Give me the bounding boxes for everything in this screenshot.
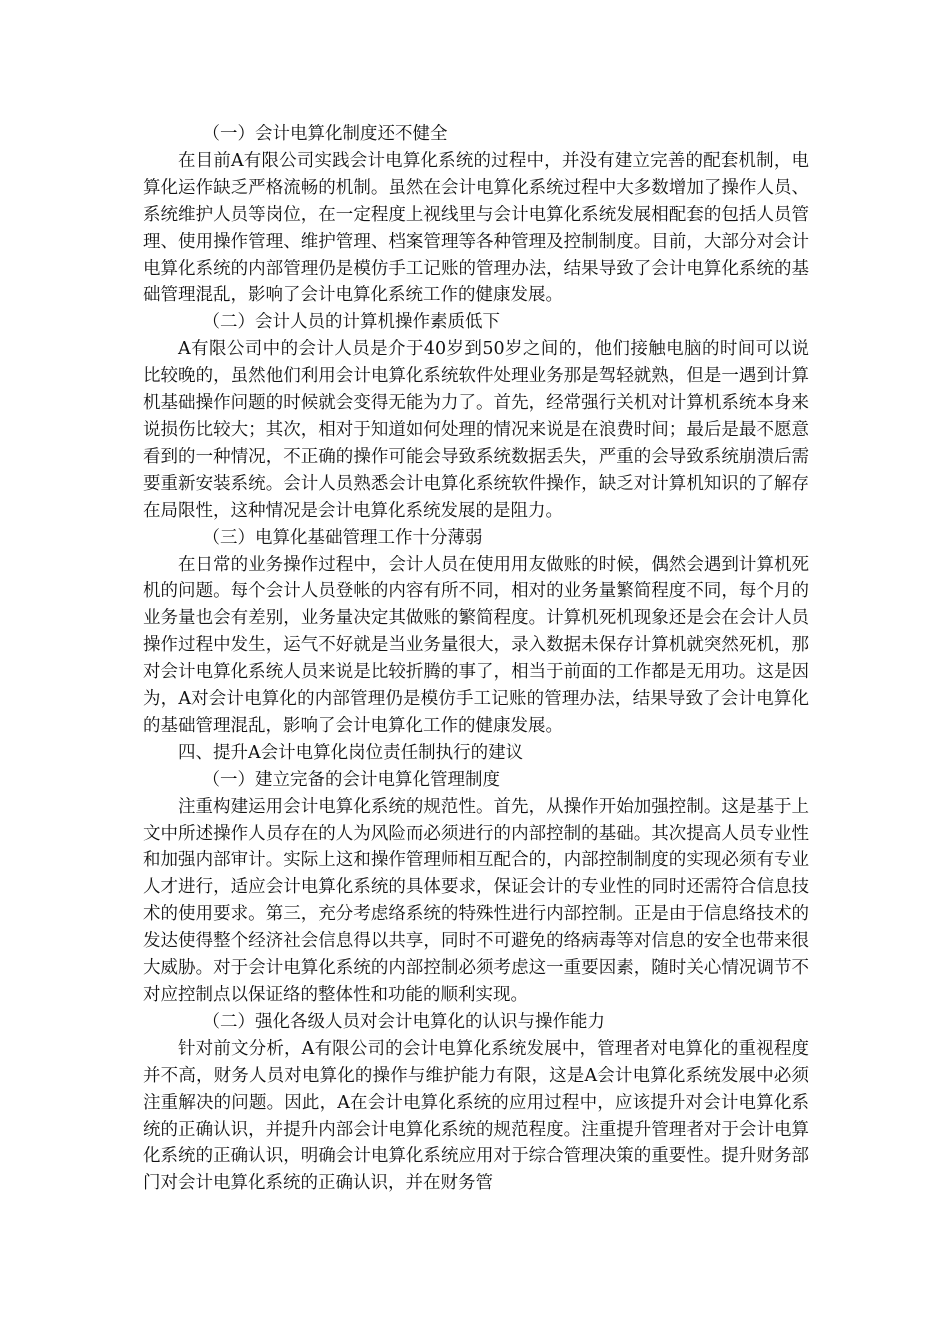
subsection-heading-4-1: （一）建立完备的会计电算化管理制度 — [202, 769, 500, 790]
body-paragraph-3: 在日常的业务操作过程中，会计人员在使用用友做账的时候，偶然会遇到计算机死机的问题。每个会计人员登帐的内容有所不同，相对的业务量繁简程度不同，每个月的业务量也会有差别，业务量决定其做账的繁简程度。计算机死机现象还是会在会计人员操作过程中发生，运气不好就是当业务量很大，录入数据未保存计算机就突然死机，那对会计电算化系统人员来说是比较折腾的事了，相当于前面的工作都是无用功。这是因为，A对会计电算化的内部管理仍是模仿手工记账的管理办法，结果导致了会计电算化的基础管理混乱，影响了会计电算化工作的健康发展。 — [143, 554, 809, 736]
document-body — [143, 121, 809, 1197]
subsection-heading-1: （一）会计电算化制度还不健全 — [202, 124, 448, 144]
subsection-heading-4-2: （二）强化各级人员对会计电算化的认识与操作能力 — [202, 1011, 605, 1032]
section-heading-4: 四、提升A会计电算化岗位责任制执行的建议 — [178, 742, 524, 763]
subsection-heading-3: （三）电算化基础管理工作十分薄弱 — [202, 527, 483, 548]
body-paragraph-2: A有限公司中的会计人员是介于40岁到50岁之间的，他们接触电脑的时间可以说比较晚的，虽然他们利用会计电算化系统软件处理业务那是驾轻就熟，但是一遇到计算机基础操作问题的时候就会变得无能为力了。首先，经常强行关机对计算机系统本身来说损伤比较大；其次，相对于知道如何处理的情况来说是在浪费时间；最后是最不愿意看到的一种情况，不正确的操作可能会导致系统数据丢失，严重的会导致系统崩溃后需要重新安装系统。会计人员熟悉会计电算化系统软件操作，缺乏对计算机知识的了解存在局限性，这种情况是会计电算化系统发展的是阻力。 — [143, 339, 809, 521]
subsection-heading-2: （二）会计人员的计算机操作素质低下 — [202, 312, 500, 333]
body-paragraph-4: 注重构建运用会计电算化系统的规范性。首先，从操作开始加强控制。这是基于上文中所述操作人员存在的人为风险而必须进行的内部控制的基础。其次提高人员专业性和加强内部审计。实际上这和操作管理师相互配合的，内部控制制度的实现必须有专业人才进行，适应会计电算化系统的具体要求，保证会计的专业性的同时还需符合信息技术的使用要求。第三，充分考虑络系统的特殊性进行内部控制。正是由于信息络技术的发达使得整个经济社会信息得以共享，同时不可避免的络病毒等对信息的安全也带来很大威胁。对于会计电算化系统的内部控制必须考虑这一重要因素，随时关心情况调节不对应控制点以保证络的整体性和功能的顺利实现。 — [143, 796, 809, 1005]
body-paragraph-5: 针对前文分析，A有限公司的会计电算化系统发展中，管理者对电算化的重视程度并不高，财务人员对电算化的操作与维护能力有限，这是A会计电算化系统发展中必须注重解决的问题。因此，A在会计电算化系统的应用过程中，应该提升对会计电算化系统的正确认识，并提升内部会计电算化系统的规范程度。注重提升管理者对于会计电算化系统的正确认识，明确会计电算化系统应用对于综合管理决策的重要性。提升财务部门对会计电算化系统的正确认识，并在财务管 — [143, 1038, 809, 1194]
body-paragraph-1: 在目前A有限公司实践会计电算化系统的过程中，并没有建立完善的配套机制，电算化运作缺乏严格流畅的机制。虽然在会计电算化系统过程中大多数增加了操作人员、系统维护人员等岗位，在一定程度上视线里与会计电算化系统发展相配套的包括人员管理、使用操作管理、维护管理、档案管理等各种管理及控制制度。目前，大部分对会计电算化系统的内部管理仍是模仿手工记账的管理办法，结果导致了会计电算化系统的基础管理混乱，影响了会计电算化系统工作的健康发展。 — [143, 150, 809, 306]
